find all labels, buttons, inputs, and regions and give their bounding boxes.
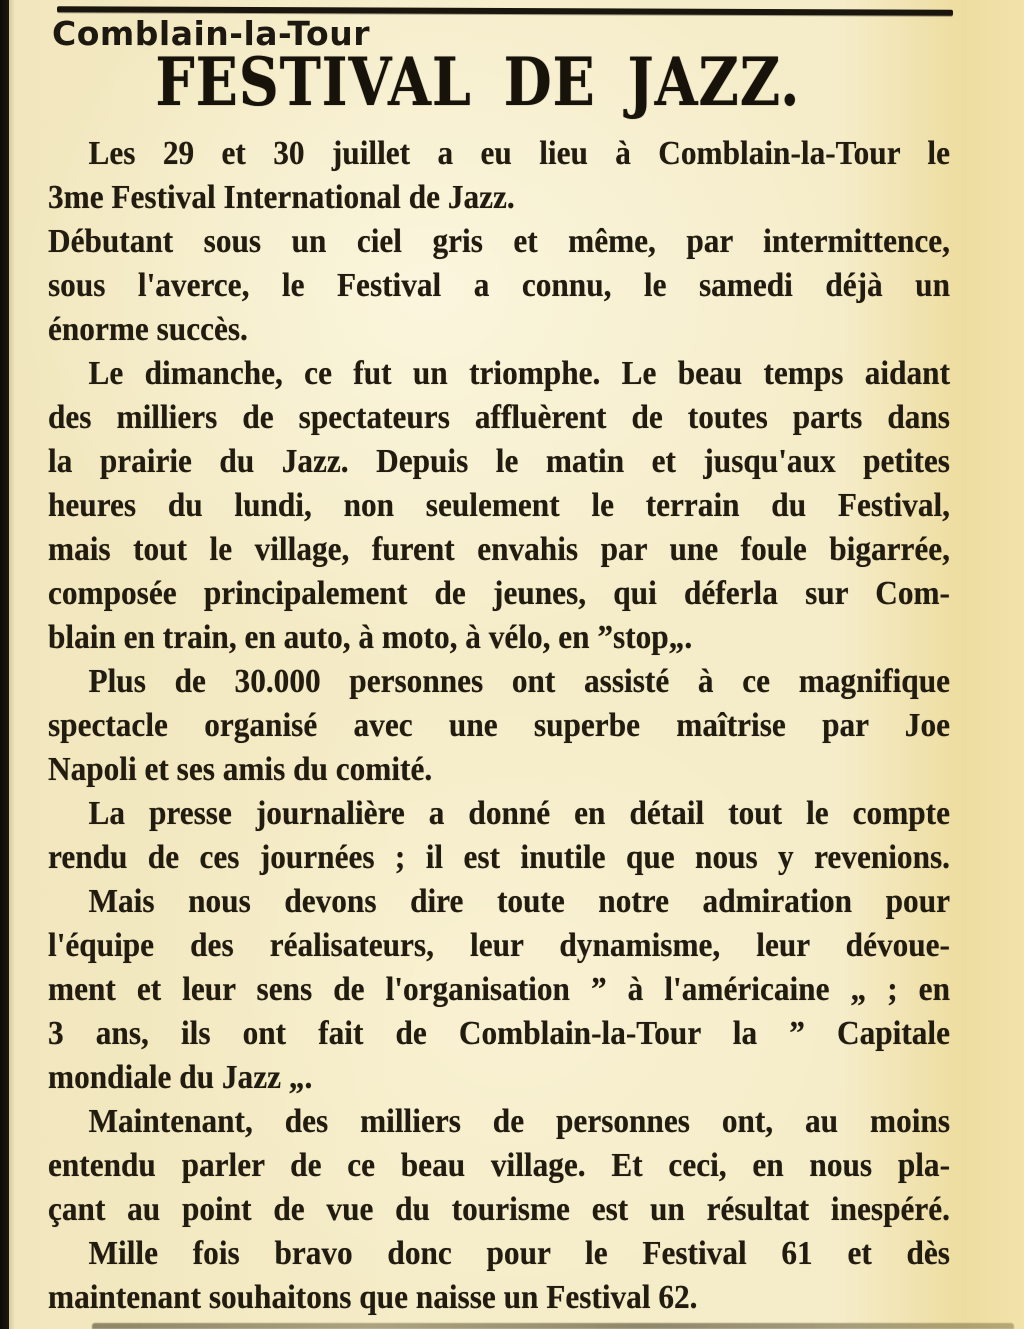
headline-text: FESTIVAL DE JAZZ. [155,43,801,121]
article-line: blain en train, en auto, à moto, à vélo, en ”stop„. [48,619,693,656]
article-line: Les 29 et 30 juillet a eu lieu à Comblain-la-Tour le [88,135,950,172]
paragraph [48,220,950,352]
headline [48,44,950,120]
scan-edge-bottom [92,1323,1014,1329]
paragraph [48,880,950,1100]
article-line: çant au point de vue du tourisme est un résultat inespéré. [48,1191,950,1228]
article-line: Mille fois bravo donc pour le Festival 61 et dès [88,1235,950,1272]
article-line: énorme succès. [48,311,248,348]
article-line: rendu de ces journées ; il est inutile que nous y revenions. [48,839,950,876]
article-line: 3me Festival International de Jazz. [48,179,515,216]
article-line: spectacle organisé avec une superbe maîtrise par Joe [48,707,950,744]
article-line: l'équipe des réalisateurs, leur dynamisme, leur dévoue- [48,927,950,964]
article-line: Maintenant, des milliers de personnes ont, au moins [88,1103,950,1140]
paragraph [48,352,950,660]
article-line: La presse journalière a donné en détail tout le compte [88,795,950,832]
article-line: Le dimanche, ce fut un triomphe. Le beau temps aidant [88,355,950,392]
article-body [48,132,950,1320]
scan-edge-left [0,0,9,1329]
article-line: sous l'averce, le Festival a connu, le samedi déjà un [48,267,950,304]
article-line: des milliers de spectateurs affluèrent de toutes parts dans [48,399,950,436]
paragraph [48,1100,950,1232]
article-line: entendu parler de ce beau village. Et ceci, en nous pla- [48,1147,950,1184]
article-line: ment et leur sens de l'organisation ” à l'américaine „ ; en [48,971,950,1008]
article-line: Débutant sous un ciel gris et même, par intermittence, [48,223,950,260]
article-line: heures du lundi, non seulement le terrain du Festival, [48,487,950,524]
paragraph [48,660,950,792]
article-line: Plus de 30.000 personnes ont assisté à ce magnifique [88,663,950,700]
article-line: 3 ans, ils ont fait de Comblain-la-Tour la ” Capitale [48,1015,950,1052]
article-line: maintenant souhaitons que naisse un Festival 62. [48,1279,698,1316]
paragraph [48,1232,950,1320]
article-line: la prairie du Jazz. Depuis le matin et jusqu'aux petites [48,443,950,480]
article-line: composée principalement de jeunes, qui déferla sur Com- [48,575,950,612]
article-line: mondiale du Jazz „. [48,1059,313,1096]
article-line: Mais nous devons dire toute notre admiration pour [88,883,950,920]
article-line: Napoli et ses amis du comité. [48,751,433,788]
paragraph [48,132,950,220]
article-line: mais tout le village, furent envahis par une foule bigarrée, [48,531,950,568]
paragraph [48,792,950,880]
kicker: Comblain-la-Tour [52,14,370,53]
